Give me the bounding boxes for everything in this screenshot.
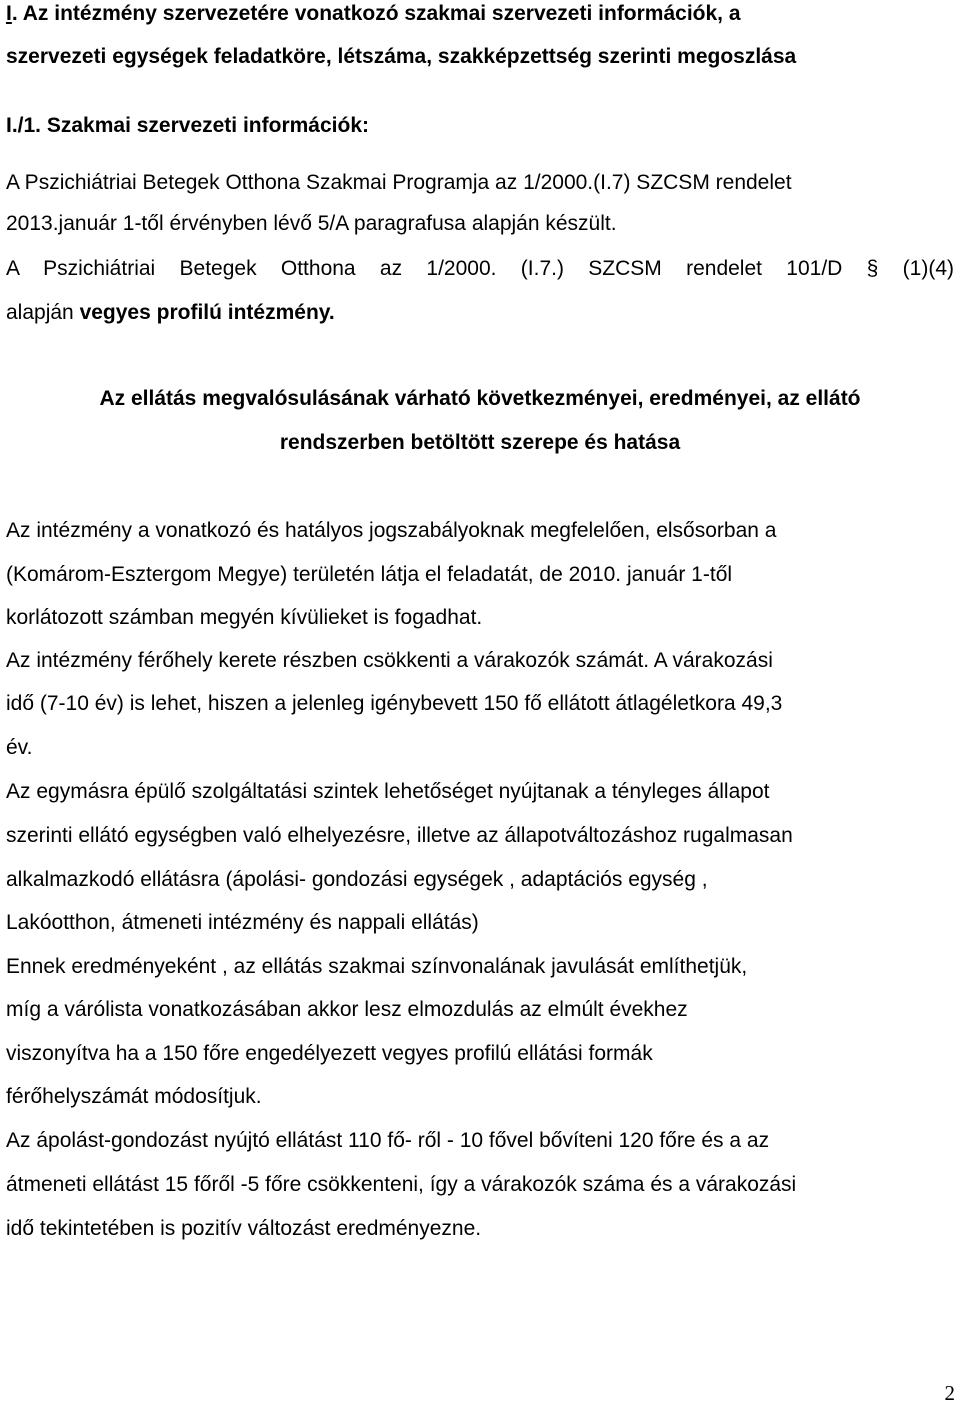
body-line: év.: [6, 736, 33, 759]
intro-line-1: A Pszichiátriai Betegek Otthona Szakmai Programja az 1/2000.(I.7) SZCSM rendelet: [6, 171, 792, 194]
body-line: szerinti ellátó egységben való elhelyezésre, illetve az állapotváltozáshoz rugalmasan: [6, 824, 793, 847]
intro-emphasis: vegyes profilú intézmény.: [79, 301, 335, 324]
page-number: 2: [944, 1381, 955, 1405]
body-line: Az intézmény a vonatkozó és hatályos jogszabályoknak megfelelően, elsősorban a: [6, 519, 777, 542]
intro-line-4: [6, 301, 335, 325]
body-line: Lakóotthon, átmeneti intézmény és nappali ellátás): [6, 911, 479, 934]
body-line: korlátozott számban megyén kívülieket is fogadhat.: [6, 606, 483, 629]
body-line: Az ápolást-gondozást nyújtó ellátást 110 fő- ről - 10 fővel bővíteni 120 főre és a az: [6, 1129, 770, 1152]
intro-line-4-text: alapján: [6, 301, 80, 324]
section-title-line-1: Az ellátás megvalósulásának várható következményei, eredményei, az ellátó: [99, 387, 861, 410]
body-line: idő (7-10 év) is lehet, hiszen a jelenleg igénybevett 150 fő ellátott átlagéletkora 49,3: [6, 692, 783, 715]
intro-line-3: A Pszichiátriai Betegek Otthona az 1/2000. (I.7.) SZCSM rendelet 101/D § (1)(4): [6, 257, 954, 280]
section-heading-line-2: szervezeti egységek feladatköre, létszáma, szakképzettség szerinti megoszlása: [6, 45, 797, 68]
section-heading-text: . Az intézmény szervezetére vonatkozó szakmai szervezeti információk, a: [11, 2, 741, 25]
body-line: Ennek eredményeként , az ellátás szakmai színvonalának javulását említhetjük,: [6, 955, 748, 978]
intro-line-2: 2013.január 1-től érvényben lévő 5/A paragrafusa alapján készült.: [6, 212, 617, 235]
section-heading-line-1: [6, 2, 741, 26]
body-line: (Komárom-Esztergom Megye) területén látja el feladatát, de 2010. január 1-től: [6, 563, 733, 586]
body-line: idő tekintetében is pozitív változást eredményezne.: [6, 1217, 482, 1240]
body-line: míg a várólista vonatkozásában akkor lesz elmozdulás az elmúlt évekhez: [6, 998, 688, 1021]
body-line: férőhelyszámát módosítjuk.: [6, 1085, 262, 1108]
section-title-line-2: rendszerben betöltött szerepe és hatása: [279, 431, 681, 454]
body-line: alkalmazkodó ellátásra (ápolási- gondozási egységek , adaptációs egység ,: [6, 868, 708, 891]
body-line: Az intézmény férőhely kerete részben csökkenti a várakozók számát. A várakozási: [6, 649, 773, 672]
body-line: Az egymásra épülő szolgáltatási szintek lehetőséget nyújtanak a tényleges állapot: [6, 780, 770, 803]
body-line: viszonyítva ha a 150 főre engedélyezett vegyes profilú ellátási formák: [6, 1042, 653, 1065]
body-line: átmeneti ellátást 15 főről -5 főre csökkenteni, így a várakozók száma és a várakozási: [6, 1173, 797, 1196]
subheading: I./1. Szakmai szervezeti információk:: [6, 114, 369, 137]
section-marker: I: [6, 2, 12, 25]
